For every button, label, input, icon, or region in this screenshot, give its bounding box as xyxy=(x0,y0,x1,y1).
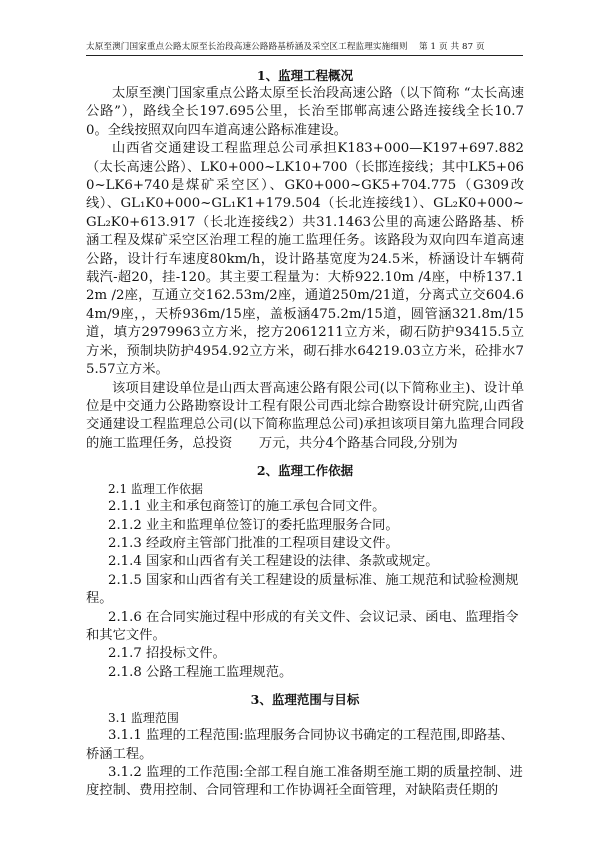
section-3-subtitle: 3.1 监理范围 xyxy=(108,711,179,726)
header-divider xyxy=(86,55,523,56)
list-item: 2.1.7 招投标文件。 xyxy=(108,646,226,662)
list-item: 2.1.8 公路工程施工监理规范。 xyxy=(108,664,293,680)
section-1-paragraph-2: 山西省交通建设工程监理总公司承担K183+000—K197+697.882（太长高速公路）、LK0+000~LK10+700（长邯连接线；其中LK5+060~LK6+740是煤矿采空区）、GK0+000~GK5+704.775（G309改线）、GL₁K0+000~GL₁K1+179.504（长北连接线1）、GL₂K0+000~GL₂K0+613.917（长北连接线2）共31.1463公里的高速公路路基、桥涵工程及煤矿采空区治理工程的施工监理任务。该路段为双向四车道高速公路，设计行车速度80km/h，设计路基宽度为24.5米，桥涵设计车辆荷载汽-超20，挂-120。其主要工程量为：大桥922.10m /4座，中桥137.12m /2座，互通立交162.53m/2座，通道250m/21道，分离式立交604.64m/9座，，天桥936m/15座，盖板涵475.2m/15道，圆管涵321.8m/15道，填方2979963立方米，挖方2061211立方米，砌石防护93415.5立方米，预制块防护4954.92立方米，砌石排水64219.03立方米，砼排水75.57立方米。 xyxy=(86,141,524,378)
section-1-paragraph-1: 太原至澳门国家重点公路太原至长治段高速公路（以下简称 “太长高速公路”），路线全长197.695公里，长治至邯郸高速公路连接线全长10.70。全线按照双向四车道高速公路标准建设。 xyxy=(86,86,524,138)
section-1-paragraph-3: 该项目建设单位是山西太晋高速公路有限公司(以下简称业主)、设计单位是中交通力公路勘察设计工程有限公司西北综合勘察设计研究院,山西省交通建设工程监理总公司(以下简称监理总公司)承担该项目第九监理合同段的施工监理任务，总投资 万元，共分4个路基合同段,分别为 xyxy=(86,380,524,451)
running-header xyxy=(86,40,514,52)
list-item: 2.1.1 业主和承包商签订的施工承包合同文件。 xyxy=(108,499,386,515)
page-indicator: 第 1 页 共 87 页 xyxy=(419,42,485,52)
list-item: 2.1.5 国家和山西省有关工程建设的质量标准、施工规范和试验检测规程。 xyxy=(86,572,519,607)
section-3-title: 3、监理范围与目标 xyxy=(250,692,360,708)
list-item: 2.1.2 业主和监理单位签订的委托监理服务合同。 xyxy=(108,517,399,533)
document-body xyxy=(86,66,524,801)
list-item: 2.1.3 经政府主管部门批准的工程项目建设文件。 xyxy=(108,535,399,551)
document-title: 太原至澳门国家重点公路太原至长治段高速公路路基桥涵及采空区工程监理实施细则 xyxy=(86,42,408,52)
list-item: 3.1.1 监理的工程范围:监理服务合同协议书确定的工程范围,即路基、桥涵工程。 xyxy=(86,728,514,762)
list-item: 2.1.6 在合同实施过程中形成的有关文件、会议记录、函电、监理指令和其它文件。 xyxy=(86,609,519,643)
list-item: 2.1.4 国家和山西省有关工程建设的法律、条款或规定。 xyxy=(108,554,439,570)
list-item: 3.1.2 监理的工作范围:全部工程自施工准备期至施工期的质量控制、进度控制、费用控制、合同管理和工作协调衽全面管理，对缺陷责任期的 xyxy=(86,765,523,799)
section-2-title: 2、监理工作依据 xyxy=(256,463,354,479)
section-2-subtitle: 2.1 监理工作依据 xyxy=(108,482,203,497)
section-1-title: 1、监理工程概况 xyxy=(256,68,354,83)
